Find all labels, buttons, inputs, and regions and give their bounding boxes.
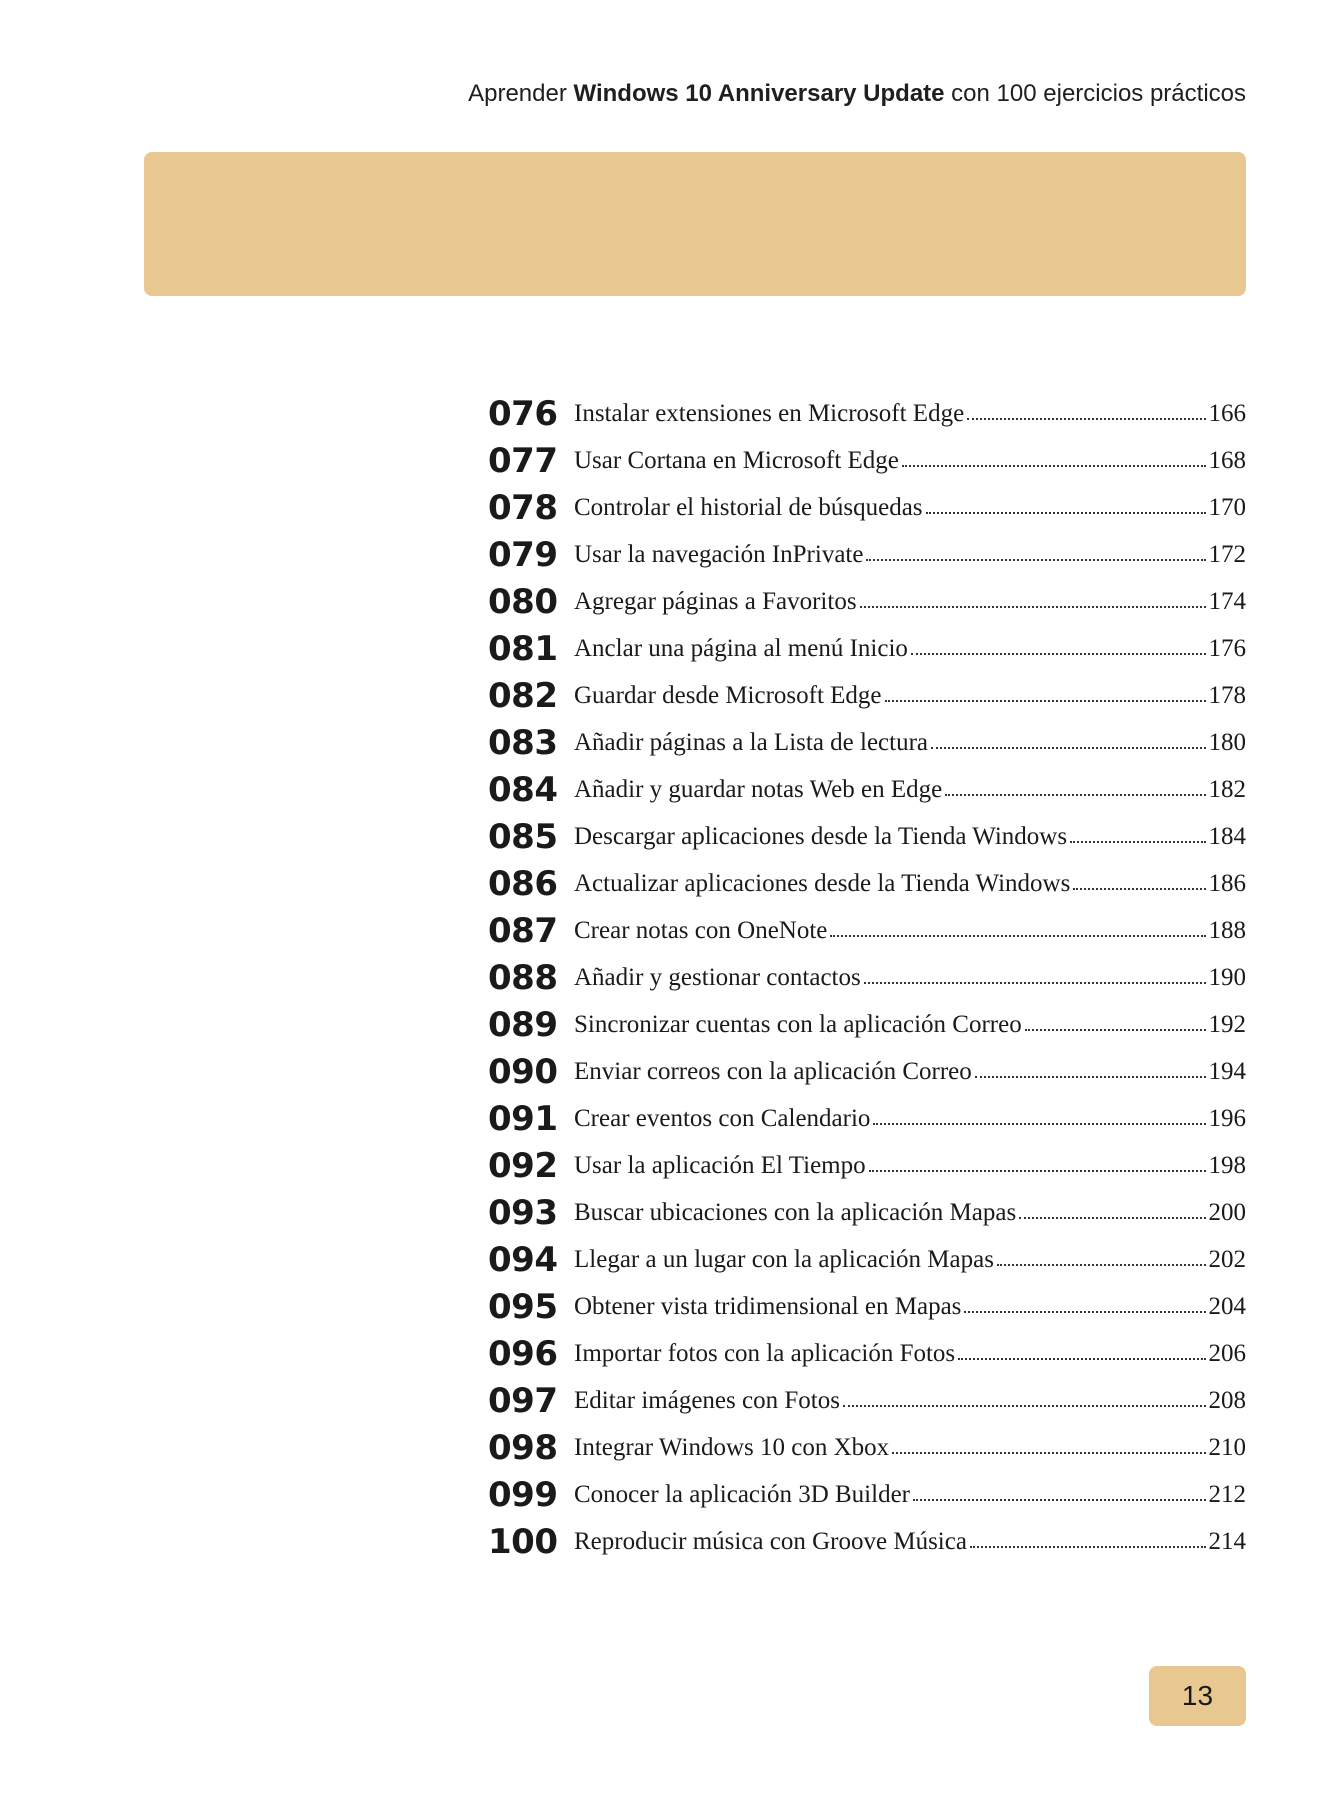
toc-entry (488, 578, 1246, 625)
toc-entry-title: Crear eventos con Calendario (574, 1104, 871, 1132)
toc-entry-number: 099 (488, 1474, 558, 1515)
toc-entry-number: 096 (488, 1333, 558, 1374)
toc-entry-title: Añadir páginas a la Lista de lectura (574, 728, 929, 756)
toc-entry (488, 1189, 1246, 1236)
header-suffix: con 100 ejercicios prácticos (944, 80, 1246, 107)
toc-entry (488, 1095, 1246, 1142)
toc-dot-leader (931, 747, 1205, 749)
toc-entry-number: 100 (488, 1521, 558, 1562)
toc-entry-page: 176 (1208, 634, 1246, 662)
toc-entry-page: 204 (1208, 1292, 1246, 1320)
toc-entry (488, 813, 1246, 860)
toc-dot-leader (970, 1546, 1206, 1548)
toc-entry-page: 184 (1208, 822, 1246, 850)
toc-entry-number: 076 (488, 393, 558, 434)
toc-entry (488, 954, 1246, 1001)
toc-entry-number: 081 (488, 628, 558, 669)
toc-dot-leader (926, 512, 1206, 514)
toc-entry-page: 194 (1208, 1057, 1246, 1085)
toc-entry-number: 090 (488, 1051, 558, 1092)
toc-dot-leader (1073, 888, 1205, 890)
toc-entry (488, 1471, 1246, 1518)
toc-entry-number: 079 (488, 534, 558, 575)
toc-dot-leader (885, 700, 1206, 702)
running-header (468, 80, 1246, 108)
toc-entry-page: 188 (1208, 916, 1246, 944)
toc-dot-leader (873, 1123, 1205, 1125)
toc-entry (488, 484, 1246, 531)
toc-entry-title: Usar la navegación InPrivate (574, 540, 864, 568)
toc-entry-page: 198 (1208, 1151, 1246, 1179)
toc-entry-title: Añadir y gestionar contactos (574, 963, 861, 991)
toc-entry-title: Agregar páginas a Favoritos (574, 587, 857, 615)
toc-entry-title: Integrar Windows 10 con Xbox (574, 1433, 890, 1461)
toc-entry-title: Guardar desde Microsoft Edge (574, 681, 882, 709)
toc-entry-page: 200 (1208, 1198, 1246, 1226)
toc-entry (488, 907, 1246, 954)
toc-dot-leader (864, 982, 1206, 984)
toc-entry (488, 1424, 1246, 1471)
toc-entry-title: Importar fotos con la aplicación Fotos (574, 1339, 956, 1367)
toc-dot-leader (964, 1311, 1205, 1313)
toc-entry (488, 1283, 1246, 1330)
toc-dot-leader (860, 606, 1206, 608)
toc-entry-title: Editar imágenes con Fotos (574, 1386, 840, 1414)
toc-entry (488, 719, 1246, 766)
toc-entry-number: 098 (488, 1427, 558, 1468)
toc-entry-title: Crear notas con OneNote (574, 916, 828, 944)
toc-dot-leader (911, 653, 1206, 655)
toc-entry (488, 860, 1246, 907)
toc-entry-page: 186 (1208, 869, 1246, 897)
toc-entry-page: 174 (1208, 587, 1246, 615)
toc-entry-number: 077 (488, 440, 558, 481)
toc-entry-number: 087 (488, 910, 558, 951)
toc-dot-leader (892, 1452, 1205, 1454)
toc-entry-title: Reproducir música con Groove Música (574, 1527, 967, 1555)
toc-entry-page: 214 (1208, 1527, 1246, 1555)
toc-entry-number: 085 (488, 816, 558, 857)
toc-dot-leader (1025, 1029, 1206, 1031)
toc-dot-leader (866, 559, 1205, 561)
toc-entry-page: 168 (1208, 446, 1246, 474)
page-number: 13 (1181, 1680, 1214, 1711)
toc-dot-leader (869, 1170, 1206, 1172)
toc-entry-number: 082 (488, 675, 558, 716)
toc-dot-leader (843, 1405, 1206, 1407)
toc-dot-leader (945, 794, 1205, 796)
toc-dot-leader (975, 1076, 1206, 1078)
toc-entry-page: 206 (1208, 1339, 1246, 1367)
toc-entry-title: Añadir y guardar notas Web en Edge (574, 775, 943, 803)
toc-entry-number: 083 (488, 722, 558, 763)
table-of-contents (488, 390, 1246, 1565)
toc-entry (488, 1001, 1246, 1048)
toc-entry (488, 437, 1246, 484)
toc-entry-page: 190 (1208, 963, 1246, 991)
toc-entry-page: 172 (1208, 540, 1246, 568)
toc-entry-number: 086 (488, 863, 558, 904)
toc-entry (488, 766, 1246, 813)
toc-entry-number: 089 (488, 1004, 558, 1045)
toc-dot-leader (967, 418, 1205, 420)
toc-entry-number: 091 (488, 1098, 558, 1139)
toc-dot-leader (1070, 841, 1205, 843)
page-number-badge (1149, 1666, 1246, 1726)
toc-entry (488, 625, 1246, 672)
toc-dot-leader (958, 1358, 1205, 1360)
toc-entry-title: Instalar extensiones en Microsoft Edge (574, 399, 965, 427)
toc-entry-page: 182 (1208, 775, 1246, 803)
toc-entry-title: Actualizar aplicaciones desde la Tienda Windows (574, 869, 1071, 897)
toc-entry-page: 208 (1208, 1386, 1246, 1414)
toc-dot-leader (902, 465, 1206, 467)
toc-dot-leader (1019, 1217, 1205, 1219)
toc-entry-number: 094 (488, 1239, 558, 1280)
toc-entry-title: Usar Cortana en Microsoft Edge (574, 446, 899, 474)
toc-entry-number: 078 (488, 487, 558, 528)
toc-entry-number: 080 (488, 581, 558, 622)
toc-entry-number: 088 (488, 957, 558, 998)
toc-entry-page: 212 (1208, 1480, 1246, 1508)
toc-entry-page: 192 (1208, 1010, 1246, 1038)
toc-entry-title: Sincronizar cuentas con la aplicación Correo (574, 1010, 1022, 1038)
toc-entry-title: Llegar a un lugar con la aplicación Mapas (574, 1245, 994, 1273)
toc-entry (488, 531, 1246, 578)
toc-entry (488, 1518, 1246, 1565)
header-prefix: Aprender (468, 80, 574, 107)
toc-entry-page: 180 (1208, 728, 1246, 756)
toc-entry-number: 092 (488, 1145, 558, 1186)
toc-entry-title: Conocer la aplicación 3D Builder (574, 1480, 910, 1508)
toc-dot-leader (830, 935, 1205, 937)
toc-entry (488, 390, 1246, 437)
toc-entry-title: Anclar una página al menú Inicio (574, 634, 908, 662)
toc-entry-number: 095 (488, 1286, 558, 1327)
toc-entry (488, 1142, 1246, 1189)
toc-entry-page: 178 (1208, 681, 1246, 709)
toc-entry (488, 1236, 1246, 1283)
toc-entry-number: 093 (488, 1192, 558, 1233)
header-book-title: Windows 10 Anniversary Update (573, 80, 945, 107)
toc-entry (488, 1048, 1246, 1095)
toc-entry-page: 166 (1208, 399, 1246, 427)
toc-entry (488, 1330, 1246, 1377)
toc-entry-page: 210 (1208, 1433, 1246, 1461)
toc-entry-title: Enviar correos con la aplicación Correo (574, 1057, 972, 1085)
toc-entry-number: 097 (488, 1380, 558, 1421)
toc-entry-page: 202 (1208, 1245, 1246, 1273)
toc-dot-leader (913, 1499, 1206, 1501)
toc-entry-title: Usar la aplicación El Tiempo (574, 1151, 866, 1179)
toc-entry-page: 170 (1208, 493, 1246, 521)
toc-entry-title: Controlar el historial de búsquedas (574, 493, 923, 521)
header-banner (144, 152, 1246, 296)
toc-entry (488, 672, 1246, 719)
toc-entry-page: 196 (1208, 1104, 1246, 1132)
toc-entry (488, 1377, 1246, 1424)
toc-entry-number: 084 (488, 769, 558, 810)
toc-dot-leader (997, 1264, 1206, 1266)
toc-entry-title: Buscar ubicaciones con la aplicación Mapas (574, 1198, 1017, 1226)
toc-entry-title: Descargar aplicaciones desde la Tienda Windows (574, 822, 1068, 850)
toc-entry-title: Obtener vista tridimensional en Mapas (574, 1292, 962, 1320)
